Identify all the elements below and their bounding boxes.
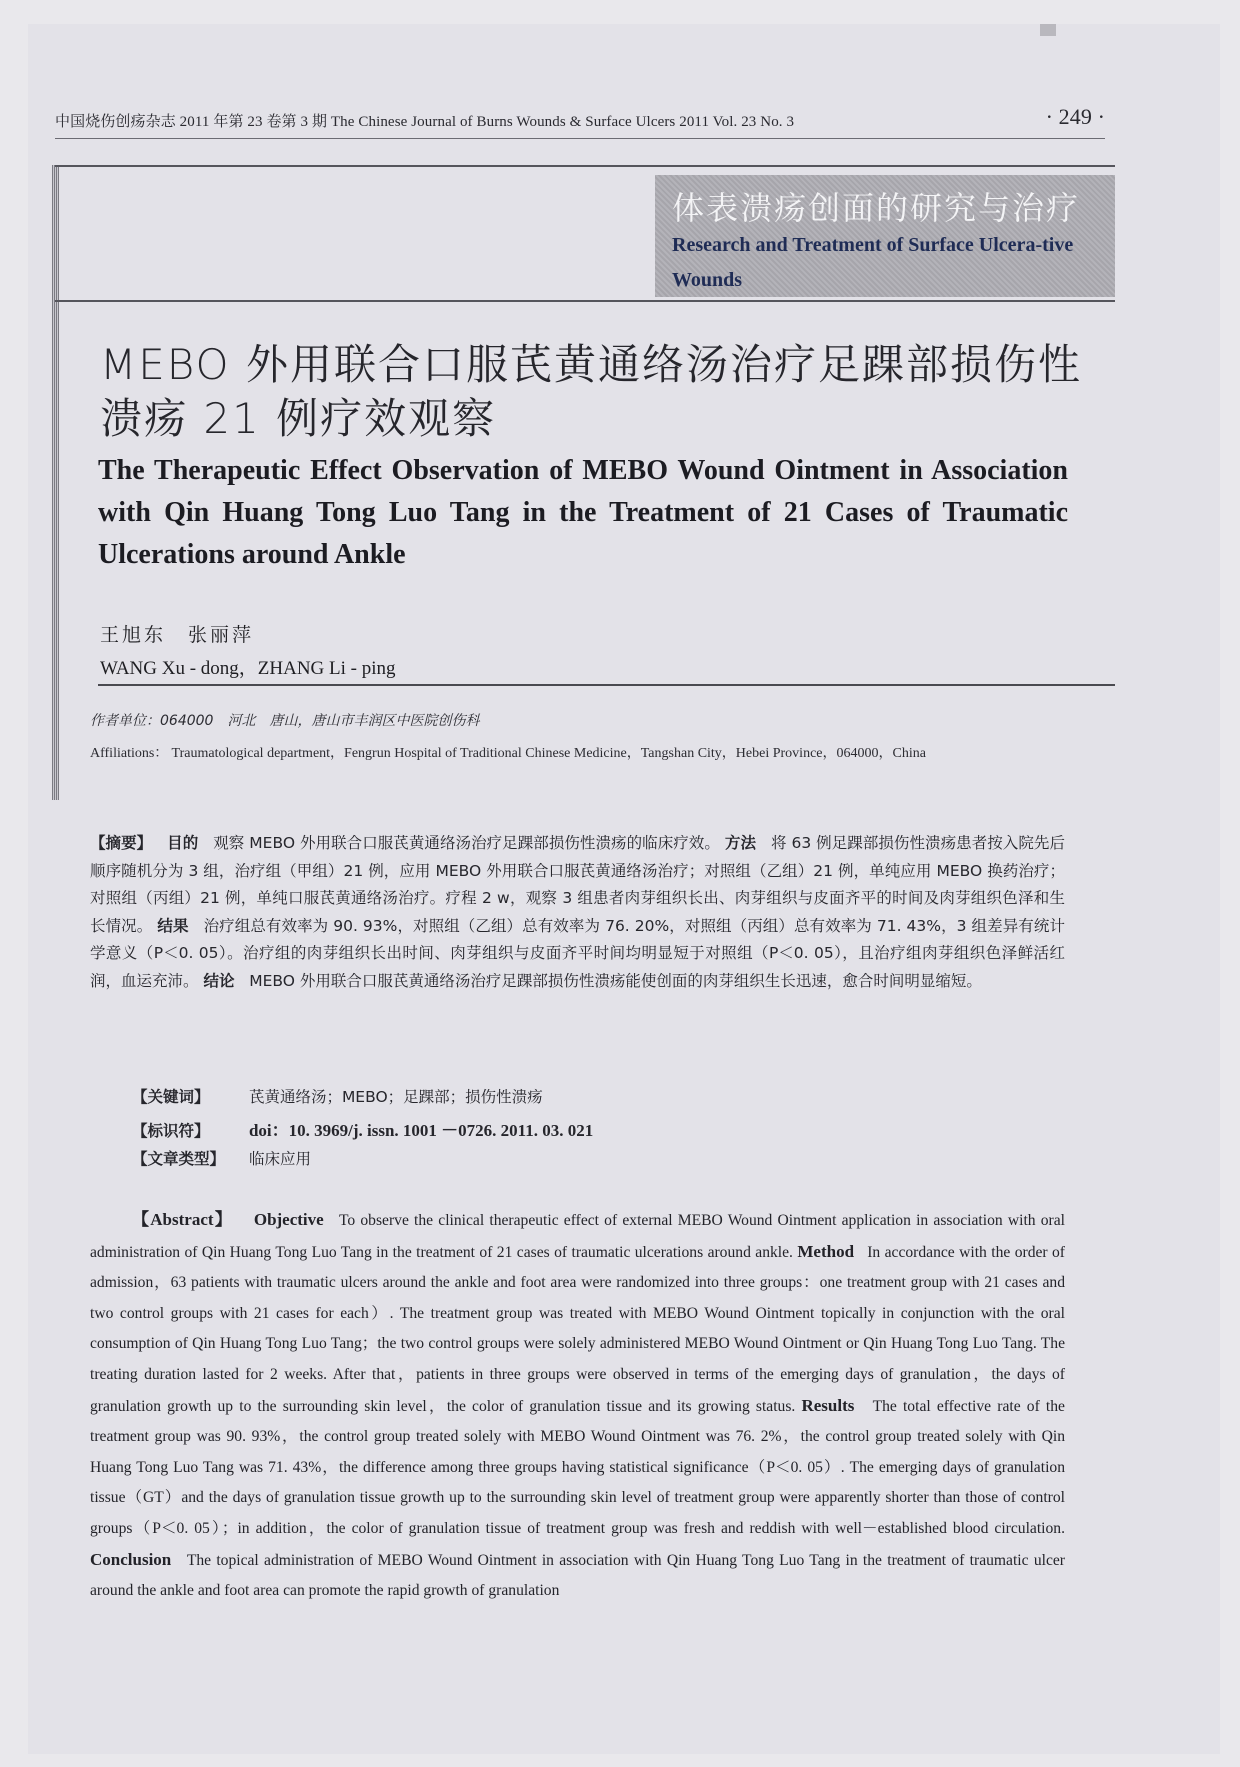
affiliation-cn: 作者单位：064000 河北 唐山，唐山市丰润区中医院创伤科: [90, 713, 480, 729]
author-rule: [98, 684, 1115, 686]
abstract-en-label: 【Abstract】: [132, 1210, 234, 1229]
identifier-label: 【标识符】: [132, 1122, 210, 1140]
abstract-en-conclusion-label: Conclusion: [90, 1549, 172, 1569]
article-title-cn: MEBO 外用联合口服芪黄通络汤治疗足踝部损伤性溃疡 21 例疗效观察: [100, 340, 1082, 443]
section-rule-top: [55, 165, 1115, 167]
scan-speck: [1040, 24, 1056, 36]
abstract-cn-objective: 观察 MEBO 外用联合口服芪黄通络汤治疗足踝部损伤性溃疡的临床疗效。: [213, 834, 720, 852]
abstract-cn-conclusion-label: 结论: [203, 971, 235, 990]
running-head-text: 中国烧伤创疡杂志 2011 年第 23 卷第 3 期 The Chinese Journal of Burns Wounds & Surface Ulcers 2011 Vol. 23 No. 3: [55, 114, 795, 130]
running-head: [55, 104, 1105, 131]
article-type-value: 临床应用: [248, 1150, 311, 1168]
article-title-en: The Therapeutic Effect Observation of MEBO Wound Ointment in Association with Qin Huang Tong Luo Tang in the Treatment of 21 Cases of Traumatic Ulcerations around Ankle: [98, 455, 1068, 570]
authors-cn: 王旭东 张丽萍: [100, 624, 255, 646]
authors-en: WANG Xu - dong，ZHANG Li - ping: [100, 658, 396, 679]
abstract-en-method: In accordance with the order of admission，63 patients with traumatic ulcers around the ankle and foot area were randomized into three groups：one treatment group with 21 cases and two control groups with 21 cases for each）. The treatment group was treated with MEBO Wound Ointment topically in conjunction with the oral consumption of Qin Huang Tong Luo Tang；the two control groups were solely administered MEBO Wound Ointment or Qin Huang Tong Luo Tang. The treating duration lasted for 2 weeks. After that，patients in three groups were observed in terms of the emerging days of granulation，the days of granulation growth up to the surrounding skin level，the color of granulation tissue and its growing status.: [90, 1243, 1065, 1415]
abstract-en-objective-label: Objective: [253, 1210, 324, 1229]
identifier-line: [132, 1116, 593, 1141]
affiliation-text: Traumatological department，Fengrun Hospital of Traditional Chinese Medicine，Tangshan City，Hebei Province，064000，China: [171, 746, 926, 761]
article-type-label: 【文章类型】: [132, 1150, 226, 1168]
article-type-line: [132, 1147, 311, 1169]
section-rule-bottom: [55, 300, 1115, 302]
doi-value: doi：10. 3969/j. issn. 1001 －0726. 2011. 03. 021: [248, 1121, 594, 1140]
page-number: · 249 ·: [1045, 104, 1105, 129]
keywords-line: [132, 1085, 543, 1107]
keywords-label: 【关键词】: [132, 1088, 210, 1106]
abstract-en: [90, 1205, 1065, 1607]
abstract-cn-conclusion: MEBO 外用联合口服芪黄通络汤治疗足踝部损伤性溃疡能使创面的肉芽组织生长迅速，愈合时间明显缩短。: [249, 971, 982, 990]
abstract-cn-label: 【摘要】: [90, 834, 153, 852]
section-title-cn: 体表溃疡创面的研究与治疗: [672, 189, 1081, 227]
abstract-en-method-label: Method: [797, 1241, 855, 1261]
abstract-en-results: The total effective rate of the treatment group was 90. 93%，the control group treated solely with MEBO Wound Ointment was 76. 2%，the control group treated solely with Qin Huang Tong Luo Tang was 71. 43%，the difference among three groups having statistical significance（P＜0. 05）. The emerging days of granulation tissue（GT）and the days of granulation tissue growth up to the surrounding skin level of treatment group were apparently shorter than those of control groups（P＜0. 05）；in addition，the color of granulation tissue of treatment group was fresh and reddish with well－established blood circulation.: [90, 1397, 1065, 1537]
abstract-cn-results: 治疗组总有效率为 90. 93%，对照组（乙组）总有效率为 76. 20%，对照组（丙组）总有效率为 71. 43%，3 组差异有统计学意义（P＜0. 05）。治疗组的肉芽组织长出时间、肉芽组织与皮面齐平时间均明显短于对照组（P＜0. 05），且治疗组肉芽组织色泽鲜活红润，血运充沛。: [90, 916, 1065, 990]
keywords-value: 芪黄通络汤；MEBO；足踝部；损伤性溃疡: [248, 1088, 543, 1106]
header-rule: [55, 138, 1105, 139]
abstract-cn-method: 将 63 例足踝部损伤性溃疡患者按入院先后顺序随机分为 3 组，治疗组（甲组）21 例，应用 MEBO 外用联合口服芪黄通络汤治疗；对照组（乙组）21 例，单纯应用 MEBO 换药治疗；对照组（丙组）21 例，单纯口服芪黄通络汤治疗。疗程 2 w，观察 3 组患者肉芽组织长出、肉芽组织与皮面齐平的时间及肉芽组织色泽和生长情况。: [90, 834, 1065, 935]
affiliation-en: [90, 740, 1070, 768]
abstract-cn-results-label: 结果: [157, 916, 189, 935]
left-margin-bar: [52, 165, 59, 800]
abstract-en-results-label: Results: [801, 1395, 855, 1415]
abstract-cn-method-label: 方法: [724, 834, 756, 852]
abstract-en-objective: To observe the clinical therapeutic effect of external MEBO Wound Ointment application in association with oral administration of Qin Huang Tong Luo Tang in the treatment of 21 cases of traumatic ulcerations around ankle.: [90, 1212, 1066, 1261]
section-title-en: Research and Treatment of Surface Ulcera-tive Wounds: [672, 234, 1074, 291]
abstract-cn-objective-label: 目的: [167, 834, 199, 852]
affiliation-label: Affiliations：: [90, 746, 169, 761]
abstract-en-conclusion: The topical administration of MEBO Wound Ointment in association with Qin Huang Tong Luo Tang in the treatment of traumatic ulcer around the ankle and foot area can promote the rapid growth of granulation: [90, 1551, 1065, 1600]
abstract-cn: [90, 830, 1065, 996]
